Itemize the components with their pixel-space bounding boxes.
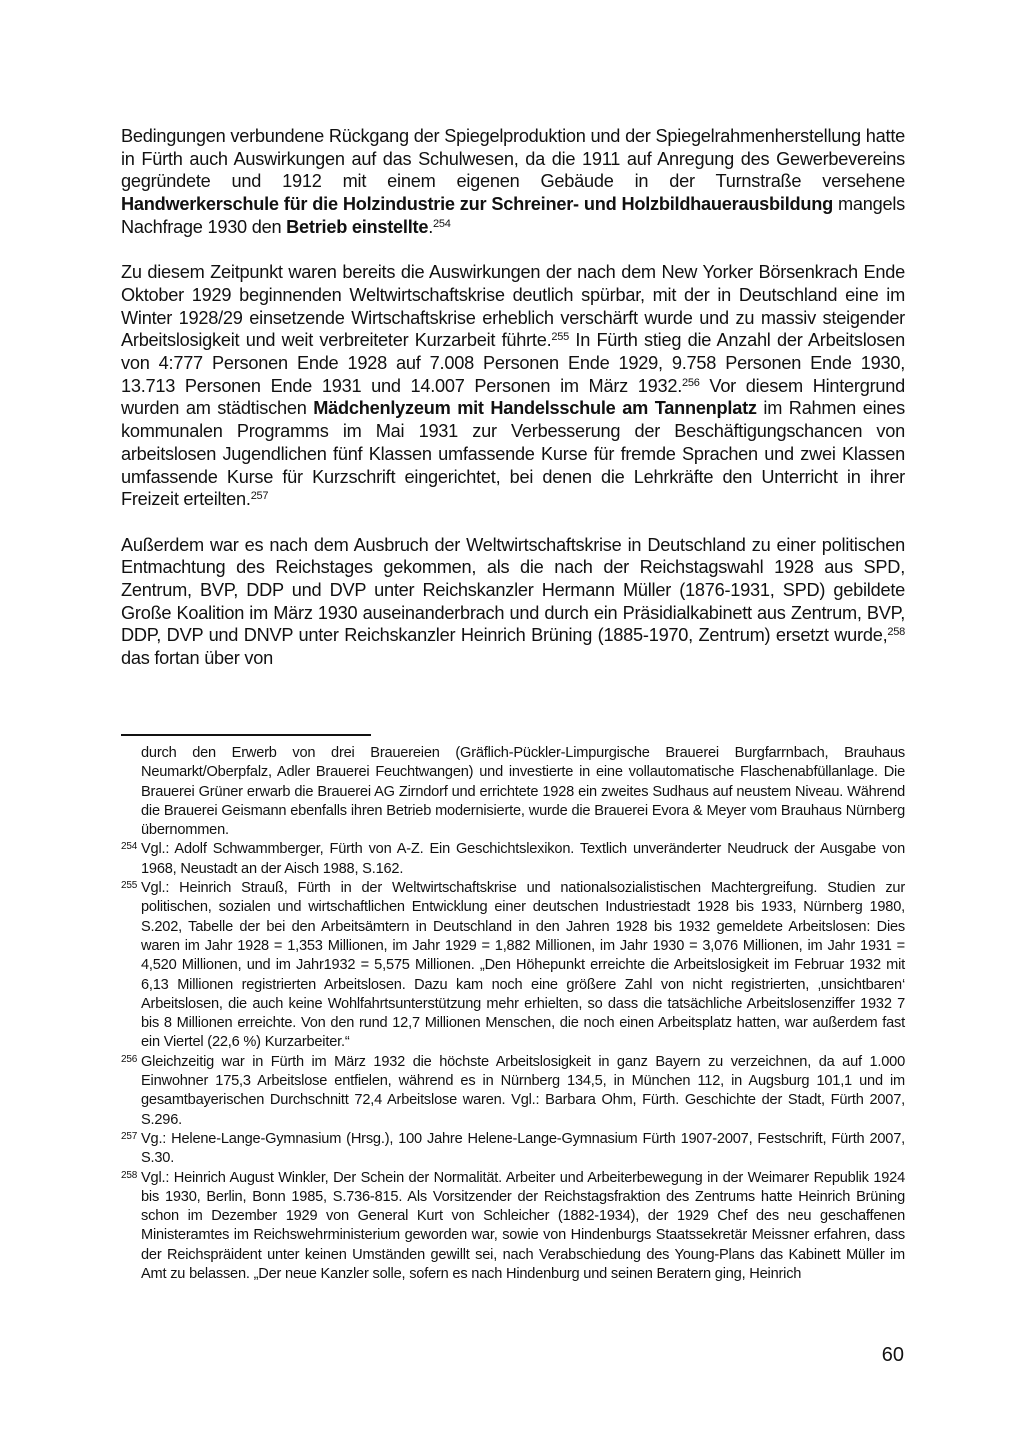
footnote-ref[interactable]: 256: [682, 376, 700, 389]
footnote-text: Gleichzeitig war in Fürth im März 1932 die höchste Arbeitslosigkeit in ganz Bayern zu verzeichnen, da auf 1.000 Einwohner 175,3 Arbeitslose entfielen, während es in Nürnberg 134,5, in München 112, in Augsburg 101,1 und im gesamtbayerischen Durchschnitt 72,4 Arbeitslose waren. Vgl.: Barbara Ohm, Fürth. Geschichte der Stadt, Fürth 2007, S.296.: [141, 1053, 905, 1128]
footnote-text: Vgl.: Adolf Schwammberger, Fürth von A-Z. Ein Geschichtslexikon. Textlich unveränderter Neudruck der Ausgabe von 1968, Neustadt an der Aisch 1988, S.162.: [141, 841, 905, 877]
text-run: Außerdem war es nach dem Ausbruch der Weltwirtschaftskrise in Deutschland zu einer politischen Entmachtung des Reichstages gekommen, als die nach der Reichstagswahl 1928 aus SPD, Zentrum, BVP, DDP und DVP unter Reichskanzler Hermann Müller (1876-1931, SPD) gebildete Große Koalition im März 1930 auseinanderbrach und durch ein Präsidialkabinett aus Zentrum, BVP, DDP, DVP und DNVP unter Reichskanzler Heinrich Brüning (1885-1970, Zentrum) ersetzt wurde,: [121, 534, 905, 646]
text-run: mangels Nachfrage 1930 den: [121, 194, 905, 237]
footnote-ref[interactable]: 254: [433, 217, 451, 230]
text-run: das fortan über von: [121, 648, 273, 669]
footnote-separator: [121, 734, 371, 736]
footnote-number: 258: [121, 1169, 138, 1181]
bold-phrase: Handwerkerschule für die Holzindustrie zur Schreiner- und Holzbildhauerausbildung: [121, 194, 833, 215]
paragraph-1: [121, 125, 905, 239]
footnote-number: 255: [121, 880, 138, 892]
footnote-257: [121, 1130, 905, 1169]
paragraph-3: [121, 534, 905, 670]
footnote-text: durch den Erwerb von drei Brauereien (Gräflich-Pückler-Limpurgische Brauerei Burgfarrnbach, Brauhaus Neumarkt/Oberpfalz, Adler Brauerei Feuchtwangen) und investierte in eine vollautomatische Flaschenabfüllanlage. Die Brauerei Grüner erwarb die Brauerei AG Zirndorf und errichtete 1928 ein zweites Sudhaus auf neustem Niveau. Während die Brauerei Geismann ebenfalls ihren Betrieb modernisierte, wurde die Brauerei Evora & Meyer vom Brauhaus Nürnberg übernommen.: [141, 745, 905, 839]
footnote-number: 257: [121, 1130, 138, 1142]
paragraph-2: [121, 261, 905, 511]
footnote-ref[interactable]: 257: [250, 490, 269, 503]
footnote-256: [121, 1053, 905, 1130]
footnote-ref[interactable]: 258: [887, 626, 905, 639]
footnote-number: 256: [121, 1053, 138, 1065]
footnote-ref[interactable]: 255: [551, 331, 569, 344]
footnote-258: [121, 1169, 905, 1285]
main-text: [121, 125, 905, 693]
footnote-text: Vgl.: Heinrich Strauß, Fürth in der Weltwirtschaftskrise und nationalsozialistischen Machtergreifung. Studien zur politischen, sozialen und wirtschaftlichen Entwicklung einer deutschen Industriestadt 1928 bis 1933, Nürnberg 1980, S.202, Tabelle der bei den Arbeitsämtern in Deutschland in den Jahren 1928 bis 1932 gemeldete Arbeitslosen: Dies waren im Jahr 1928 = 1,353 Millionen, im Jahr 1929 = 1,882 Millionen, im Jahr 1930 = 3,076 Millionen, im Jahr 1931 = 4,520 Millionen, und im Jahr1932 = 5,575 Millionen. „Den Höhepunkt erreichte die Arbeitslosigkeit im Februar 1932 mit 6,13 Millionen registrierten Arbeitslosen. Dazu kam noch eine größere Zahl von nicht registrierten, ‚unsichtbaren‘ Arbeitslosen, die auch keine Wohlfahrtsunterstützung mehr erhielten, so dass die tatsächliche Arbeitslosenziffer 1932 7 bis 8 Millionen erreichte. Von den rund 12,7 Millionen Menschen, die noch einen Arbeitsplatz hatten, war außerdem fast ein Viertel (22,6 %) Kurzarbeiter.“: [141, 880, 905, 1051]
footnote-255: [121, 879, 905, 1053]
footnote-continued: [121, 744, 905, 840]
footnote-number: 254: [121, 841, 138, 853]
bold-phrase: Betrieb einstellte: [286, 216, 429, 237]
text-run: .: [428, 216, 434, 237]
page-number: 60: [881, 1344, 904, 1366]
text-run: Vor diesem Hintergrund wurden am städtischen: [121, 375, 905, 419]
text-run: In Fürth stieg die Anzahl der Arbeitslosen von 4:777 Personen Ende 1928 auf 7.008 Personen Ende 1929, 9.758 Personen Ende 1930, 13.713 Personen Ende 1931 und 14.007 Personen im März 1932.: [121, 330, 905, 396]
text-run: Bedingungen verbundene Rückgang der Spiegelproduktion und der Spiegelrahmenherstellung hatte in Fürth auch Auswirkungen auf das Schulwesen, da die 1911 auf Anregung des Gewerbevereins gegründete und 1912 mit einem eigenen Gebäude in der Turnstraße versehene: [121, 126, 905, 192]
footnote-254: [121, 840, 905, 879]
footnote-text: Vg.: Helene-Lange-Gymnasium (Hrsg.), 100 Jahre Helene-Lange-Gymnasium Fürth 1907-2007, Festschrift, Fürth 2007, S.30.: [141, 1130, 905, 1167]
text-run: im Rahmen eines kommunalen Programms im Mai 1931 zur Verbesserung der Beschäftigungschancen von arbeitslosen Jugendlichen fünf Klassen umfassende Kurse für fremde Sprachen und zwei Klassen umfassende Kurse für Kurzschrift eingerichtet, bei denen die Lehrkräfte den Unterricht in ihrer Freizeit erteilten.: [121, 398, 905, 510]
bold-phrase: Mädchenlyzeum mit Handelsschule am Tannenplatz: [313, 398, 757, 419]
footnotes: [121, 744, 905, 1284]
footnote-text: Vgl.: Heinrich August Winkler, Der Schein der Normalität. Arbeiter und Arbeiterbewegung in der Weimarer Republik 1924 bis 1930, Berlin, Bonn 1985, S.736-815. Als Vorsitzender der Reichstagsfraktion des Zentrums hatte Heinrich Brüning schon im Dezember 1929 von General Kurt von Schleicher (1882-1934), der 1929 Chef des neu geschaffenen Ministeramtes im Reichswehrministerium geworden war, sowie von Hindenburgs Staatssekretär Meissner erfahren, dass der Reichspräident unter keinen Umständen gewillt sei, nach Verabschiedung des Young-Plans das Kabinett Müller im Amt zu belassen. „Der neue Kanzler solle, sofern es nach Hindenburg und seinen Beratern ging, Heinrich: [141, 1169, 905, 1283]
text-run: Zu diesem Zeitpunkt waren bereits die Auswirkungen der nach dem New Yorker Börsenkrach Ende Oktober 1929 beginnenden Weltwirtschaftskrise deutlich spürbar, mit der in Deutschland eine im Winter 1928/29 einsetzende Wirtschaftskrise erheblich verschärft wurde und zu massiv steigender Arbeitslosigkeit und weit verbreiteter Kurzarbeit führte.: [121, 262, 905, 351]
